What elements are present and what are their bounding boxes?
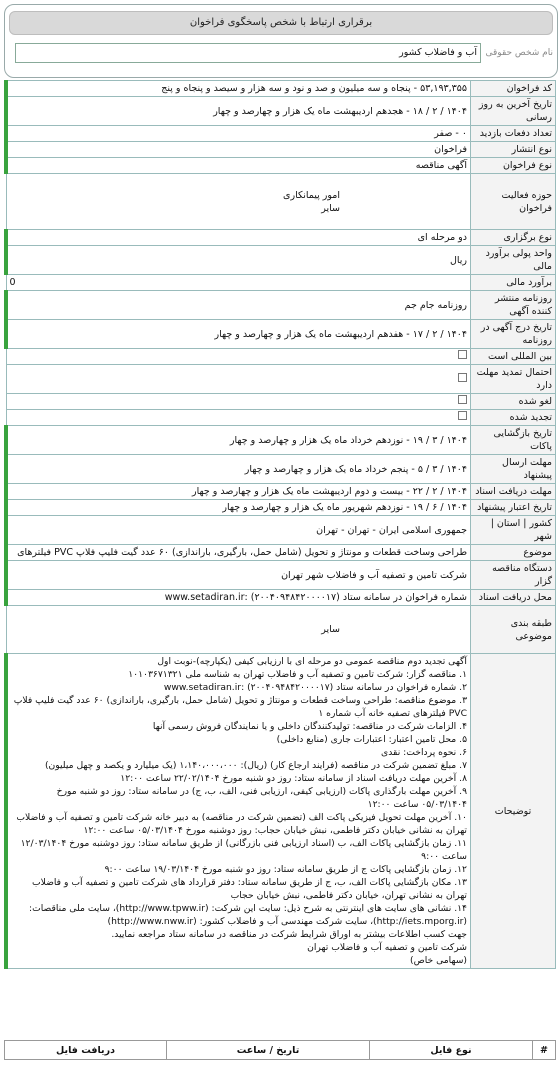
description-line: ۱۰. آخرین مهلت تحویل فیزیکی پاکت الف (تضمین شرکت در مناقصه) به دبیر خانه شرکت تامین و تصفیه آب و فاضلاب تهران به نشانی خیابان دکتر فاطمی، نبش خیابان حجاب: روز دوشنبه مورخ ۰۵/۰۳/۱۴۰۴ ساعت ۱۲:۰۰ (16, 812, 467, 836)
table-row (6, 291, 556, 320)
table-row (6, 606, 556, 654)
table-row (6, 349, 556, 365)
table-row (6, 455, 556, 484)
table-row (6, 516, 556, 545)
row-label: بین المللی است (471, 349, 556, 365)
table-row (6, 275, 556, 291)
table-row (6, 174, 556, 230)
description-line: شرکت تامین و تصفیه آب و فاضلاب تهران (307, 942, 467, 953)
table-row (6, 246, 556, 275)
table-row (6, 394, 556, 410)
document-deadline-value: ۱۴۰۴ / ۲ / ۲۲ - بیست و دوم اردیبهشت ماه یک هزار و چهارصد و چهار (6, 484, 471, 500)
owner-row (9, 43, 553, 63)
row-label: تاریخ بازگشایی پاکات (471, 426, 556, 455)
tender-type-value: آگهی مناقصه (6, 158, 471, 174)
table-row (6, 545, 556, 561)
table-row (6, 365, 556, 394)
row-label: محل دریافت اسناد (471, 590, 556, 606)
row-label: مهلت دریافت اسناد (471, 484, 556, 500)
newspaper-date-value: ۱۴۰۴ / ۲ / ۱۷ - هفدهم اردیبهشت ماه یک هزار و چهارصد و چهار (6, 320, 471, 349)
attachments-header (4, 1040, 556, 1060)
row-label: حوزه فعالیت فراخوان (471, 174, 556, 230)
table-row (6, 484, 556, 500)
row-label: تعداد دفعات بازدید (471, 126, 556, 142)
row-label: نوع فراخوان (471, 158, 556, 174)
activity-value (6, 174, 471, 230)
row-label: واحد پولی برآورد مالی (471, 246, 556, 275)
description-line: ۴. الزامات شرکت در مناقصه: تولیدکنندگان داخلی و یا نمایندگان فروش رسمی آنها (152, 721, 467, 732)
row-label: نوع برگزاری (471, 230, 556, 246)
table-row (6, 590, 556, 606)
description-line: ۱. مناقصه گزار: شرکت تامین و تصفیه آب و فاضلاب تهران به شناسه ملی ۱۰۱۰۳۶۷۱۳۲۱ (128, 669, 467, 680)
col-type: نوع فایل (370, 1041, 533, 1060)
currency-value: ریال (6, 246, 471, 275)
row-label: تاریخ آخرین به روز رسانی (471, 97, 556, 126)
row-label: طبقه بندی موضوعی (471, 606, 556, 654)
description-line: (سهامی خاص) (410, 955, 467, 966)
contact-panel (4, 4, 558, 78)
table-row (6, 500, 556, 516)
row-label: تاریخ درج آگهی در روزنامه (471, 320, 556, 349)
location-value: جمهوری اسلامی ایران - تهران - تهران (6, 516, 471, 545)
submission-deadline-value: ۱۴۰۴ / ۳ / ۵ - پنجم خرداد ماه یک هزار و چهارصد و چهار (6, 455, 471, 484)
description-line: ۳. موضوع مناقصه: طراحی وساخت قطعات و مونتاژ و تحویل (شامل حمل، بارگیری، باراندازی) ۶۰ عدد گیت فلیپ فلاپ PVC فیلترهای تصفیه خانه آب شماره ۱ (13, 695, 467, 719)
row-label: کشور | استان | شهر (471, 516, 556, 545)
table-row (6, 81, 556, 97)
table-row (6, 230, 556, 246)
table-row (6, 654, 556, 969)
description-line: ۵. محل تامین اعتبار: اعتبارات جاری (منابع داخلی) (276, 734, 467, 745)
row-label: احتمال تمدید مهلت دارد (471, 365, 556, 394)
last-update-value: ۱۴۰۴ / ۲ / ۱۸ - هجدهم اردیبهشت ماه یک هزار و چهارصد و چهار (6, 97, 471, 126)
description-line: ۸. آخرین مهلت دریافت اسناد از سامانه ستاد: روز دو شنبه مورخ ۲۲/۰۲/۱۴۰۴ ساعت ۱۲:۰۰ (120, 773, 467, 784)
table-row (6, 142, 556, 158)
description-line: ۱۲. زمان بازگشایی پاکات ج از طریق سامانه ستاد: روز دو شنبه مورخ ۱۹/۰۳/۱۴۰۴ ساعت ۹:۰۰ (104, 864, 467, 875)
newspaper-value: روزنامه جام جم (6, 291, 471, 320)
organizer-value: شرکت تامین و تصفیه آب و فاضلاب شهر تهران (6, 561, 471, 590)
validity-date-value: ۱۴۰۴ / ۶ / ۱۹ - نوزدهم شهریور ماه یک هزار و چهارصد و چهار (6, 500, 471, 516)
publish-type-value: فراخوان (6, 142, 471, 158)
description-line: ۱۴. نشانی های سایت های اینترنتی به شرح ذیل: سایت این شرکت: (http://www.tpww.ir)، سایت ملی مناقصات: (http://iets.mporg.ir)، سایت شرکت مهندسی آب و فاضلاب کشور: (http://www.nww.ir) (28, 903, 467, 927)
table-row (6, 126, 556, 142)
description-line: ۲. شماره فراخوان در سامانه ستاد (۲۰۰۴۰۹۴۸۴۲۰۰۰۰۱۷) :www.setadiran.ir (163, 682, 467, 693)
tender-code-value: ۵۳,۱۹۳,۳۵۵ - پنجاه و سه میلیون و صد و نود و سه هزار و سیصد و پنجاه و پنج (6, 81, 471, 97)
description-line: آگهی تجدید دوم مناقصه عمومی دو مرحله ای با ارزیابی کیفی (یکپارچه)-نوبت اول (157, 656, 467, 667)
activity-item: امور پیمانکاری (283, 189, 340, 201)
table-row (6, 410, 556, 426)
description-line: ۶. نحوه پرداخت: نقدی (381, 747, 467, 758)
category-value: سایر (6, 606, 471, 654)
row-label: توضیحات (471, 654, 556, 969)
checkbox-icon (458, 395, 467, 404)
col-date: تاریخ / ساعت (167, 1041, 370, 1060)
owner-label: نام شخص حقوقی (485, 48, 553, 58)
document-location-value: شماره فراخوان در سامانه ستاد (۲۰۰۴۰۹۴۸۴۲۰۰۰۰۱۷) :www.setadiran.ir (6, 590, 471, 606)
holding-type-value: دو مرحله ای (6, 230, 471, 246)
row-label: مهلت ارسال پیشنهاد (471, 455, 556, 484)
owner-field[interactable]: آب و فاضلاب کشور (15, 43, 481, 63)
description-line: جهت کسب اطلاعات بیشتر به اوراق شرایط شرکت در مناقصه در سامانه ستاد مراجعه نمایید. (111, 929, 467, 940)
col-download: دریافت فایل (5, 1041, 167, 1060)
row-label: دستگاه مناقصه گزار (471, 561, 556, 590)
row-label: تاریخ اعتبار پیشنهاد (471, 500, 556, 516)
row-label: لغو شده (471, 394, 556, 410)
row-label: کد فراخوان (471, 81, 556, 97)
contact-responder-button[interactable] (9, 11, 553, 35)
cancelled-flag (6, 394, 471, 410)
activity-item: سایر (321, 202, 340, 214)
table-row (6, 561, 556, 590)
row-label: روزنامه منتشر کننده آگهی (471, 291, 556, 320)
description-line: ۱۱. زمان بازگشایی پاکات الف، ب (اسناد ارزیابی فنی بازرگانی) از طریق سامانه ستاد: روز دوشنبه مورخ ۱۲/۰۳/۱۴۰۴ ساعت ۹:۰۰ (20, 838, 467, 862)
description-line: ۱۳. مکان بازگشایی پاکات الف، ب، ج از طریق سامانه ستاد: دفتر قرارداد های شرکت تامین و تصفیه آب و فاضلاب تهران به نشانی تهران، خیابان دکتر فاطمی، نبش خیابان حجاب (31, 877, 467, 901)
row-label: تجدید شده (471, 410, 556, 426)
checkbox-icon (458, 411, 467, 420)
description-line: ۹. آخرین مهلت بارگذاری پاکات (ارزیابی کیفی، ارزیابی فنی، الف، ب، ج) در سامانه ستاد: روز دو شنبه مورخ ۰۵/۰۳/۱۴۰۴ ساعت ۱۲:۰۰ (56, 786, 467, 810)
table-row (6, 97, 556, 126)
description-text (6, 654, 471, 969)
contact-responder-label: برقراری ارتباط با شخص پاسخگوی فراخوان (189, 17, 373, 28)
row-label: برآورد مالی (471, 275, 556, 291)
col-num: # (533, 1041, 556, 1060)
row-label: نوع انتشار (471, 142, 556, 158)
table-row (6, 426, 556, 455)
tender-details-table (4, 80, 556, 969)
renewed-flag (6, 410, 471, 426)
description-line: ۷. مبلغ تضمین شرکت در مناقصه (فرایند ارجاع کار) (ریال): ۱،۱۴۰،۰۰۰،۰۰۰ (یک میلیارد و یکصد و چهل میلیون) (44, 760, 467, 771)
table-row (6, 158, 556, 174)
checkbox-icon (458, 350, 467, 359)
subject-value: طراحی وساخت قطعات و مونتاژ و تحویل (شامل حمل، بارگیری، باراندازی) ۶۰ عدد گیت فلیپ فلاپ PVC فیلترهای (6, 545, 471, 561)
table-row (6, 320, 556, 349)
row-label: موضوع (471, 545, 556, 561)
extension-flag (6, 365, 471, 394)
international-flag (6, 349, 471, 365)
visit-count-value: ۰ - صفر (6, 126, 471, 142)
checkbox-icon (458, 373, 467, 382)
estimate-value: 0 (6, 275, 471, 291)
opening-date-value: ۱۴۰۴ / ۳ / ۱۹ - نوزدهم خرداد ماه یک هزار و چهارصد و چهار (6, 426, 471, 455)
